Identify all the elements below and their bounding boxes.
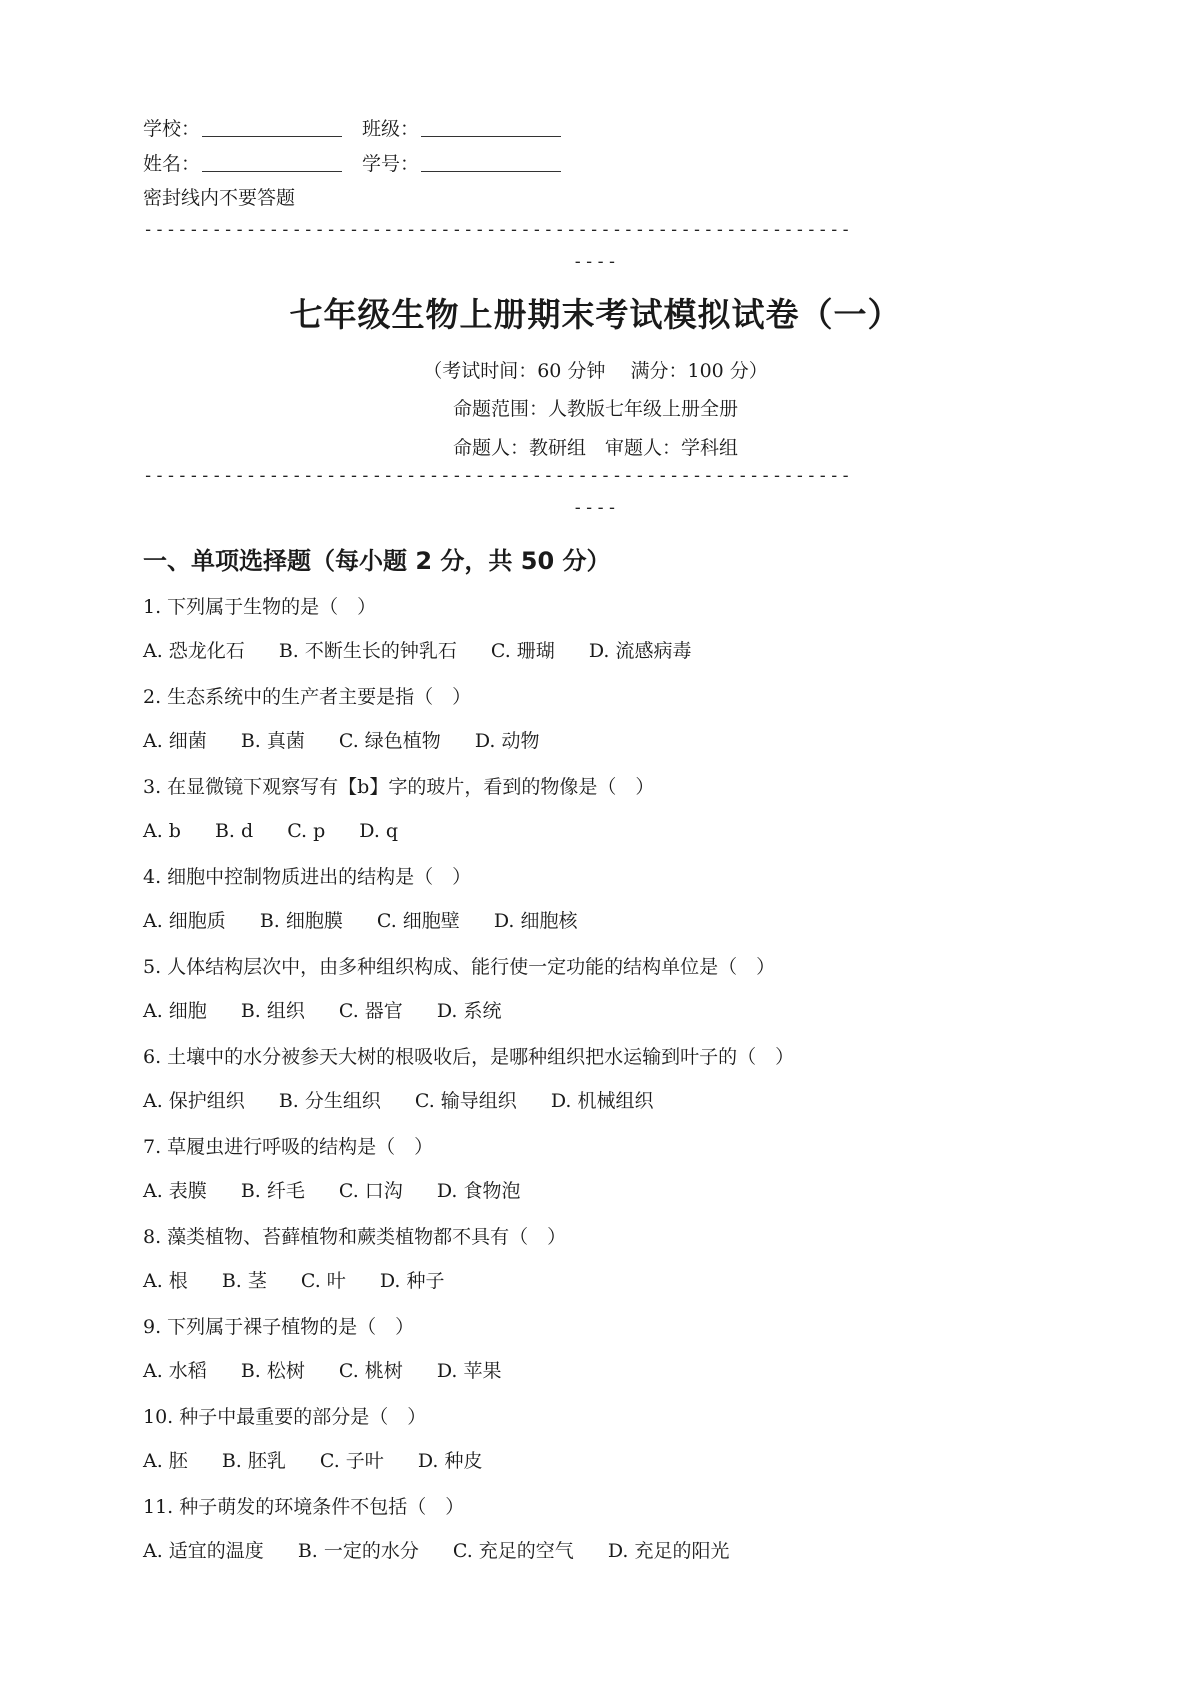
exam-time-score: （考试时间：60 分钟 满分：100 分） bbox=[423, 360, 768, 382]
option-a: A. 细菌 bbox=[143, 730, 207, 752]
option-a: A. 保护组织 bbox=[143, 1090, 245, 1112]
student-id-blank bbox=[421, 153, 561, 172]
option-d: D. 充足的阳光 bbox=[607, 1540, 730, 1562]
option-c: C. p bbox=[287, 820, 326, 842]
option-b: B. 不断生长的钟乳石 bbox=[278, 640, 457, 662]
question-item bbox=[143, 684, 1103, 774]
question-options bbox=[143, 1088, 687, 1114]
option-a: A. 适宜的温度 bbox=[143, 1540, 264, 1562]
question-options bbox=[143, 728, 573, 754]
option-c: C. 器官 bbox=[338, 1000, 403, 1022]
option-d: D. 动物 bbox=[474, 730, 540, 752]
divider-tail: ---- bbox=[572, 498, 619, 518]
question-item bbox=[143, 1224, 1103, 1314]
option-a: A. 细胞质 bbox=[143, 910, 226, 932]
divider-tail: ---- bbox=[572, 252, 619, 272]
question-item bbox=[143, 774, 1103, 864]
question-item bbox=[143, 864, 1103, 954]
option-c: C. 珊瑚 bbox=[490, 640, 555, 662]
option-a: A. 水稻 bbox=[143, 1360, 207, 1382]
option-c: C. 绿色植物 bbox=[338, 730, 441, 752]
exam-title: 七年级生物上册期末考试模拟试卷（一） bbox=[289, 295, 902, 334]
header-row-name-id bbox=[143, 152, 561, 176]
option-c: C. 细胞壁 bbox=[376, 910, 460, 932]
question-options bbox=[143, 1268, 478, 1294]
option-b: B. 一定的水分 bbox=[297, 1540, 419, 1562]
seal-divider-top bbox=[143, 214, 1048, 278]
question-list bbox=[143, 594, 1103, 1584]
question-stem: 10. 种子中最重要的部分是（ ） bbox=[143, 1406, 427, 1428]
question-stem: 3. 在显微镜下观察写有【b】字的玻片，看到的物像是（ ） bbox=[143, 776, 655, 798]
option-b: B. 松树 bbox=[240, 1360, 305, 1382]
question-item bbox=[143, 1404, 1103, 1494]
name-blank bbox=[202, 153, 342, 172]
option-b: B. d bbox=[214, 820, 254, 842]
option-c: C. 充足的空气 bbox=[452, 1540, 574, 1562]
option-a: A. 表膜 bbox=[143, 1180, 207, 1202]
question-stem: 7. 草履虫进行呼吸的结构是（ ） bbox=[143, 1136, 434, 1158]
question-stem: 6. 土壤中的水分被参天大树的根吸收后，是哪种组织把水运输到叶子的（ ） bbox=[143, 1046, 795, 1068]
option-c: C. 叶 bbox=[300, 1270, 346, 1292]
option-c: C. 口沟 bbox=[338, 1180, 403, 1202]
seal-notice: 密封线内不要答题 bbox=[143, 187, 296, 209]
question-item bbox=[143, 1134, 1103, 1224]
option-b: B. 真菌 bbox=[240, 730, 305, 752]
student-id-label: 学号： bbox=[362, 153, 420, 175]
option-d: D. 细胞核 bbox=[493, 910, 578, 932]
question-item bbox=[143, 1314, 1103, 1404]
section-heading: 一、单项选择题（每小题 2 分，共 50 分） bbox=[143, 547, 611, 575]
option-d: D. 机械组织 bbox=[550, 1090, 654, 1112]
exam-scope: 命题范围：人教版七年级上册全册 bbox=[452, 398, 738, 420]
question-item bbox=[143, 1494, 1103, 1584]
question-stem: 8. 藻类植物、苔藓植物和蕨类植物都不具有（ ） bbox=[143, 1226, 567, 1248]
option-b: B. 茎 bbox=[221, 1270, 267, 1292]
divider-line: -------------------------------------------------------------- bbox=[143, 220, 852, 240]
option-d: D. 种皮 bbox=[417, 1450, 483, 1472]
option-a: A. 胚 bbox=[143, 1450, 188, 1472]
divider-line: -------------------------------------------------------------- bbox=[143, 466, 852, 486]
exam-authors: 命题人：教研组 审题人：学科组 bbox=[452, 437, 738, 459]
option-b: B. 纤毛 bbox=[240, 1180, 305, 1202]
option-d: D. q bbox=[359, 820, 399, 842]
option-c: C. 输导组织 bbox=[414, 1090, 517, 1112]
seal-divider-bottom bbox=[143, 460, 1048, 524]
option-a: A. 恐龙化石 bbox=[143, 640, 245, 662]
option-d: D. 系统 bbox=[436, 1000, 502, 1022]
class-label: 班级： bbox=[362, 118, 420, 140]
question-options bbox=[143, 1178, 554, 1204]
option-b: B. 细胞膜 bbox=[259, 910, 343, 932]
option-a: A. 细胞 bbox=[143, 1000, 207, 1022]
question-item bbox=[143, 954, 1103, 1044]
option-d: D. 苹果 bbox=[436, 1360, 502, 1382]
question-item bbox=[143, 594, 1103, 684]
name-label: 姓名： bbox=[143, 153, 201, 175]
question-stem: 5. 人体结构层次中，由多种组织构成、能行使一定功能的结构单位是（ ） bbox=[143, 956, 776, 978]
question-stem: 4. 细胞中控制物质进出的结构是（ ） bbox=[143, 866, 472, 888]
option-c: C. 桃树 bbox=[338, 1360, 403, 1382]
option-b: B. 组织 bbox=[240, 1000, 305, 1022]
option-d: D. 种子 bbox=[379, 1270, 445, 1292]
question-options bbox=[143, 998, 535, 1024]
header-row-school-class bbox=[143, 117, 561, 141]
option-a: A. b bbox=[143, 820, 181, 842]
question-options bbox=[143, 1358, 535, 1384]
question-options bbox=[143, 1538, 763, 1564]
question-options bbox=[143, 638, 725, 664]
option-a: A. 根 bbox=[143, 1270, 188, 1292]
class-blank bbox=[421, 118, 561, 137]
option-b: B. 分生组织 bbox=[278, 1090, 381, 1112]
question-stem: 11. 种子萌发的环境条件不包括（ ） bbox=[143, 1496, 465, 1518]
question-stem: 2. 生态系统中的生产者主要是指（ ） bbox=[143, 686, 472, 708]
question-options bbox=[143, 818, 432, 844]
question-item bbox=[143, 1044, 1103, 1134]
school-label: 学校： bbox=[143, 118, 201, 140]
question-options bbox=[143, 908, 611, 934]
option-b: B. 胚乳 bbox=[221, 1450, 286, 1472]
question-options bbox=[143, 1448, 516, 1474]
question-stem: 9. 下列属于裸子植物的是（ ） bbox=[143, 1316, 415, 1338]
question-stem: 1. 下列属于生物的是（ ） bbox=[143, 596, 377, 618]
school-blank bbox=[202, 118, 342, 137]
option-d: D. 食物泡 bbox=[436, 1180, 521, 1202]
option-d: D. 流感病毒 bbox=[588, 640, 692, 662]
option-c: C. 子叶 bbox=[319, 1450, 384, 1472]
